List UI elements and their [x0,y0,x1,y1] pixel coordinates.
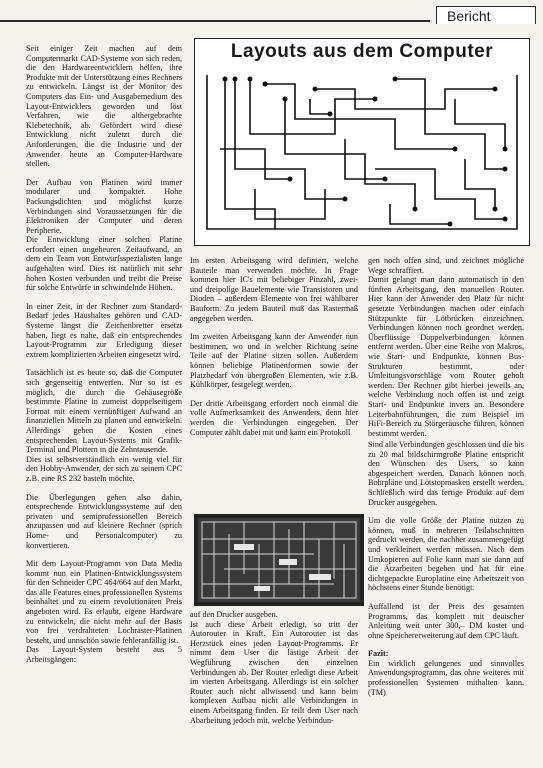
column-3-continued [368,440,524,706]
paragraph: Im ersten Arbeitsgang wird definiert, welche Bauteile man verwenden möchte. In Frage kommen hier IC's mit beliebiger Pinzahl, zwei- und dreipolige Bauelemente wie Transistoren und Dioden – außerdem Elemente von frei wählbarer Bauform. Zu jedem Bauteil muß das Rastermaß angegeben werden. [190,256,358,323]
paragraph: In einer Zeit, in der Rechner zum Standard-Bedarf jedes Haushaltes gehören und CAD-Systeme längst die Zeichenbretter ersetzt haben, liegt es nahe, daß ein entsprechendes Layout-Programm zur Erledigung dieser extrem komplizierten Arbeiten eingesetzt wird. [26,301,182,359]
paragraph: Das Layout-System besteht aus 5 Arbeitsgängen: [26,645,182,665]
paragraph: Mit dem Layout-Programm von Data Media kommt nun ein Platinen-Entwicklungssystem für den Schneider CPC 464/664 auf den Markt, das alle Features eines professionellen Systems beinhaltet und zu einem revolutionären Preis angeboten wird. Es erlaubt, eigene Hardware zu entwickeln, die nicht mehr auf der Basis von frei verdrahteten Lochraster-Platinen besteht, und unnschön sowie fehleranfällig ist. [26,559,182,645]
paragraph: Um die volle Größe der Platine nutzen zu können, muß in mehreren Teilabschnitten gedruckt werden, die nachher zusammengefügt und verkleinert werden müssen. Nach dem Umkopieren auf Folie kann man sie dann auf die Ätzarbeiten begeben und hat für eine dichtgepackte Europlatine eine Arbeitszeit von höchstens einer Stunde benötigt. [368,516,524,593]
screenshot-image [194,514,364,606]
paragraph: Der dritte Arbeitsgang erfordert noch einmal die volle Aufmerksamkeit des Anwenders, denn hier werden die Verbindungen eingegeben. Der Computer zählt dabei mit und kann ein Protokoll [190,398,358,437]
paragraph: Dies ist selbstverständlich ein wenig viel für den Hobby-Anwender, der sich zu seinem CPC z.B. eine RS 232 basteln möchte. [26,454,182,483]
paragraph: Damit gelangt man dann automatisch in den fünften Arbeitsgang, den manuellen Router. Hier kann der Anwender den Platz für nicht gesetzte Verbindungen machen oder einfach Stützpunkte für Lötbrücken einzeichnen. Verbindungen können noch geordnet werden. Überflüssige Doppelverbindungen können entfernt werden. Über eine Reihe von Makros, wie Start- und Endpunkte, können Bus-Strukturen bestimmt, oder Umleitungsvorschläge vom Router geholt werden. Der Rechner gibt hierbei jeweils an, welche Verbindung noch offen ist und zeigt Start- und Endpunkte invers an. Besondere Leiterbahnführungen, die zum Beispiel im HiFi-Bereich zu Störgeräusche führen, können bestimmt werden. [368,275,524,438]
paragraph: Sind alle Verbindungen geschlossen und die bis zu 20 mal bildschirmgroße Platine entspricht den Wünschen des Users, so kann abgespeichert werden. Danach können noch Bohrpläne und Lötstopmasken erstellt werden. Schließlich wird das fertige Produkt auf dem Drucker ausgegeben. [368,440,524,507]
conclusion-heading: Fazit: [368,649,389,659]
paragraph: auf den Drucker ausgeben. [190,610,278,619]
paragraph: Die Entwicklung einer solchen Platine erfordert einen ungeheuren Zeitaufwand, an dem ein Team von Entwurfsspezialisten lange aufgehalten wird. Dies ist natürlich mit sehr hohen Kosten verbunden und treibt die Preise für solche Entwürfe in schwindelnde Höhen. [26,235,182,293]
header-rule [0,20,430,22]
pcb-traces [195,39,529,245]
paragraph: Der Aufbau von Platinen wird immer modularer und kompakter. Hohe Packungsdichten und möglichst kurze Verbindungen sind Voraussetzungen für die Elektroniken der Computer und deren Peripherie. [26,177,182,235]
paragraph: Auffallend ist der Preis des gesamten Programms, das komplett mit deutscher Anleitung weit unter 300,– DM kostet und ohne Speichererweiterung auf dem CPC läuft. [368,601,524,640]
figure-title: Layouts aus dem Computer [230,41,494,62]
paragraph: Ein wirklich gelungenes und sinnvolles Anwendungsprogramm, das ohne weiteres mit professionellen Systemen mithalten kann. (TM) [368,658,524,697]
header-bar [0,0,543,28]
paragraph: Im zweiten Arbeitsgang kann der Anwender nun bestimmen, wo und in welcher Richtung seine Teile auf der Platine sitzen sollen. Außerdem können beliebige Platinenformen sowie der Platzbedarf von übergroßen Elementen, wie z.B. Kühlkörper, festgelegt werden. [190,332,358,390]
screen-pcb-image [194,514,364,606]
paragraph: Ist auch diese Arbeit erledigt, so tritt der Autorouter in Kraft. Ein Autorouter ist das Herzstück eines jeden Layout-Programms. Er nimmt dem User die lästige Arbeit der Wegführung zwischen den einzelnen Verbindungen ab. Der Router erledigt diese Arbeit im vierten Arbeitsgang. Allerdings ist ein solcher Router auch nicht allwissend und kann beim komplexen Aufbau nicht alle Verbindungen in einem Arbeitsgang finden. Er teilt dem User nach Abarbeitung jedoch mit, welche Verbindun- [190,619,358,725]
section-label: Bericht [436,6,536,24]
column-3 [368,256,524,447]
paragraph: Die Überlegungen gehen also dahin, entsprechende Entwicklungssysteme auf den privaten und semiprofessionellen Bereich anzupassen und auf kleinere Rechner (sprich Home- und Personalcomputer) zu konvertieren. [26,492,182,550]
pcb-layout-figure [194,38,530,246]
paragraph: Seit einiger Zeit machen auf dem Computermarkt CAD-Systeme von sich reden, die den Hardwareentwicklern helfen, ihre Produkte mit der Unterstützung eines Rechners zu entwickeln. Längst ist der Monitor des Computers das Ein- und Ausgabemedium des Layout-Entwicklers geworden und löst Verfahren, wie die althergebrachte Klebetechnik, ab. Gefördert wird diese Entwicklung nicht zuletzt durch die Anforderungen, die die Industrie und der Anwender heute an Computer-Hardware stellen. [26,44,182,169]
column-2-continued [190,610,358,734]
column-1 [26,44,182,674]
paragraph: gen noch offen sind, und zeichnet mögliche Wege schraffiert. [368,256,524,275]
column-2 [190,256,358,446]
paragraph: Tatsächlich ist es heute so, daß die Computer sich gegenseitig entwerfen. Nur so ist es möglich, die durch die Gehäusegröße bestimmte Platine in zumeist doppelseitigem Format mit einem vernünftigen Aufwand an finanziellen Mitteln zu planen und entwickeln. Allerdings gehen die Kosten eines entsprechenden Layout-Systems mit Grafik-Terminal und Plottern in die Zehntausende. [26,368,182,455]
